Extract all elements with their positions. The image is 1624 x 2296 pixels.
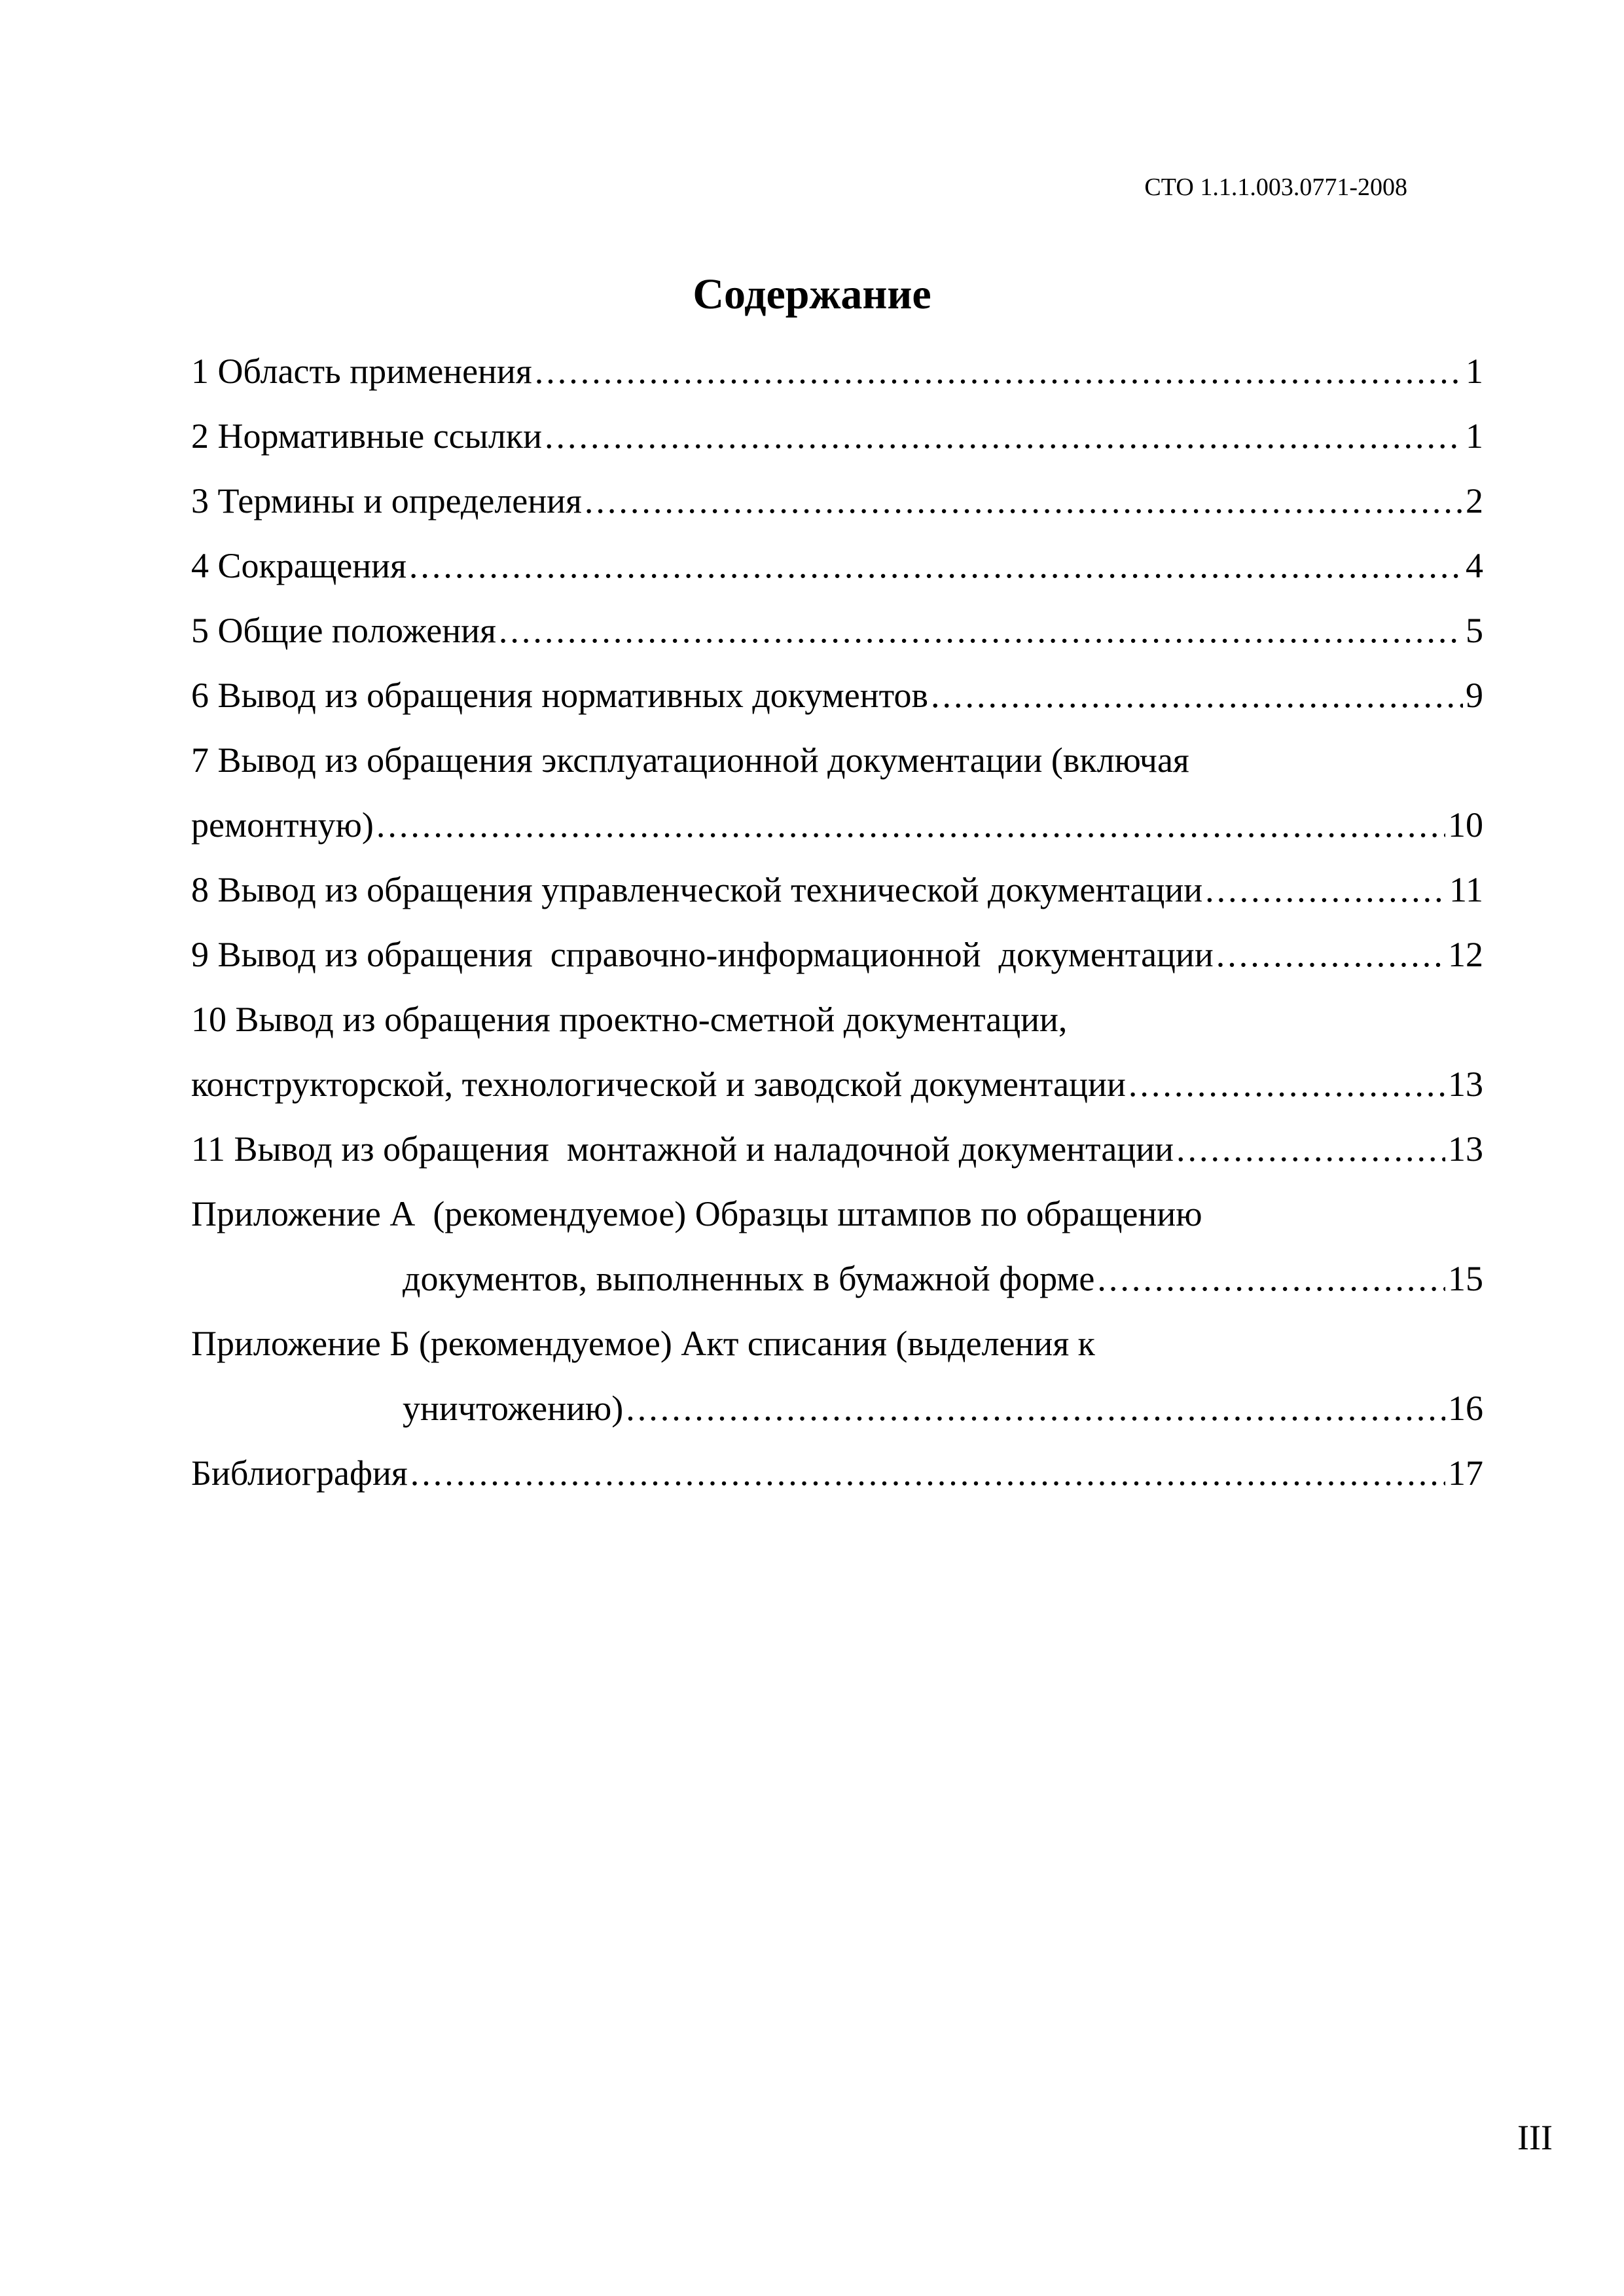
toc-leader-dots — [1128, 1052, 1445, 1117]
toc-entry[interactable] — [191, 1376, 1483, 1441]
toc-entry-label: 5 Общие положения — [191, 611, 496, 650]
toc-leader-dots — [931, 663, 1463, 728]
toc-entry[interactable] — [191, 598, 1483, 663]
toc-entry-page: 5 — [1466, 611, 1483, 650]
toc-entry-page: 1 — [1466, 352, 1483, 391]
toc-entry-label: ремонтную) — [191, 805, 374, 845]
toc-entry-label: 10 Вывод из обращения проектно-сметной документации, — [191, 1000, 1068, 1039]
toc-leader-dots — [1176, 1117, 1445, 1182]
toc-entry-label: 1 Область применения — [191, 352, 532, 391]
toc-entry-page: 2 — [1466, 481, 1483, 520]
toc-entry[interactable] — [191, 534, 1483, 598]
toc-entry-page: 15 — [1448, 1259, 1483, 1298]
toc-entry[interactable] — [191, 404, 1483, 469]
toc-entry-label: Библиография — [191, 1453, 408, 1493]
toc-entry-label: 4 Сокращения — [191, 546, 406, 585]
toc-entry-label: конструкторской, технологической и заводской документации — [191, 1065, 1126, 1104]
toc-entry-continued[interactable] — [191, 987, 1483, 1052]
toc-leader-dots — [409, 534, 1463, 598]
toc-leader-dots — [410, 1441, 1445, 1506]
toc-entry[interactable] — [191, 663, 1483, 728]
toc-leader-dots — [1216, 922, 1445, 987]
toc-entry-page: 17 — [1448, 1453, 1483, 1493]
toc-entry-label: 6 Вывод из обращения нормативных документов — [191, 676, 928, 715]
toc-entry-label: документов, выполненных в бумажной форме — [403, 1259, 1095, 1298]
toc-entry[interactable] — [191, 858, 1483, 922]
toc-entry[interactable] — [191, 1052, 1483, 1117]
toc-leader-dots — [585, 469, 1463, 534]
toc-leader-dots — [535, 339, 1463, 404]
page-number: III — [1517, 2118, 1553, 2157]
toc-leader-dots — [376, 793, 1445, 858]
toc-entry-page: 1 — [1466, 416, 1483, 456]
toc-entry-page: 11 — [1449, 870, 1483, 909]
toc-entry-page: 9 — [1466, 676, 1483, 715]
toc-entry-continued[interactable] — [191, 728, 1483, 793]
toc-entry-label: 8 Вывод из обращения управленческой технической документации — [191, 870, 1203, 909]
toc-leader-dots — [1205, 858, 1447, 922]
toc-entry-label: Приложение Б (рекомендуемое) Акт списания (выделения к — [191, 1324, 1095, 1363]
toc-entry-label: Приложение А (рекомендуемое) Образцы штампов по обращению — [191, 1194, 1202, 1233]
toc-entry[interactable] — [191, 1441, 1483, 1506]
toc-entry[interactable] — [191, 469, 1483, 534]
toc-entry-page: 10 — [1448, 805, 1483, 845]
toc-entry-page: 4 — [1466, 546, 1483, 585]
table-of-contents — [191, 339, 1483, 1506]
toc-entry-label: 7 Вывод из обращения эксплуатационной документации (включая — [191, 740, 1189, 780]
toc-entry-page: 13 — [1448, 1065, 1483, 1104]
toc-entry-label: 2 Нормативные ссылки — [191, 416, 542, 456]
toc-leader-dots — [545, 404, 1463, 469]
toc-leader-dots — [1097, 1247, 1445, 1311]
toc-entry-continued[interactable] — [191, 1311, 1483, 1376]
toc-entry[interactable] — [191, 1117, 1483, 1182]
toc-entry[interactable] — [191, 922, 1483, 987]
toc-entry-page: 16 — [1448, 1389, 1483, 1428]
toc-entry-page: 12 — [1448, 935, 1483, 974]
toc-entry[interactable] — [191, 1247, 1483, 1311]
toc-title: Содержание — [693, 270, 931, 318]
toc-leader-dots — [626, 1376, 1445, 1441]
toc-entry-label: 11 Вывод из обращения монтажной и наладочной документации — [191, 1129, 1174, 1169]
toc-entry-label: 3 Термины и определения — [191, 481, 582, 520]
toc-entry-continued[interactable] — [191, 1182, 1483, 1247]
toc-entry[interactable] — [191, 339, 1483, 404]
document-code: СТО 1.1.1.003.0771-2008 — [1144, 173, 1407, 201]
toc-entry-label: 9 Вывод из обращения справочно-информационной документации — [191, 935, 1214, 974]
toc-entry-label: уничтожению) — [403, 1389, 624, 1428]
toc-entry-page: 13 — [1448, 1129, 1483, 1169]
toc-entry[interactable] — [191, 793, 1483, 858]
toc-leader-dots — [499, 598, 1463, 663]
